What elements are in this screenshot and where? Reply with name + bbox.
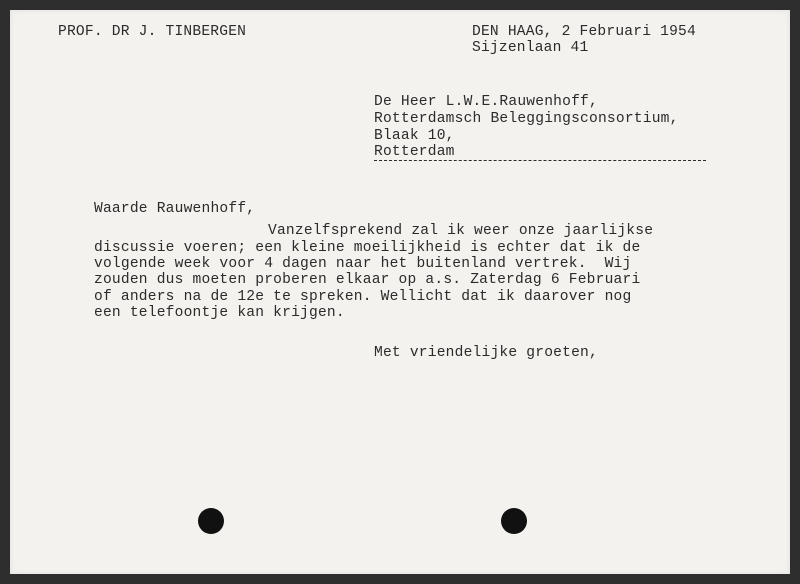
punch-hole-right <box>501 508 527 534</box>
closing: Met vriendelijke groeten, <box>374 345 598 361</box>
letter-card <box>10 10 790 574</box>
recipient-city: Rotterdam <box>374 144 455 160</box>
body-line-6: een telefoontje kan krijgen. <box>94 305 345 321</box>
sender-street: Sijzenlaan 41 <box>472 40 589 56</box>
place-date: DEN HAAG, 2 Februari 1954 <box>472 24 696 40</box>
recipient-name: De Heer L.W.E.Rauwenhoff, <box>374 94 598 110</box>
body-line-4: zouden dus moeten proberen elkaar op a.s. Zaterdag 6 Februari <box>94 272 641 288</box>
address-underline <box>374 160 706 161</box>
salutation: Waarde Rauwenhoff, <box>94 201 256 217</box>
body-line-5: of anders na de 12e te spreken. Wellicht dat ik daarover nog <box>94 289 632 305</box>
punch-hole-left <box>198 508 224 534</box>
recipient-street: Blaak 10, <box>374 128 455 144</box>
body-line-3: volgende week voor 4 dagen naar het buitenland vertrek. Wij <box>94 256 632 272</box>
body-line-1: Vanzelfsprekend zal ik weer onze jaarlijkse <box>268 223 654 239</box>
body-line-2: discussie voeren; een kleine moeilijkheid is echter dat ik de <box>94 240 641 256</box>
recipient-company: Rotterdamsch Beleggingsconsortium, <box>374 111 679 127</box>
sender-name: PROF. DR J. TINBERGEN <box>58 24 247 40</box>
